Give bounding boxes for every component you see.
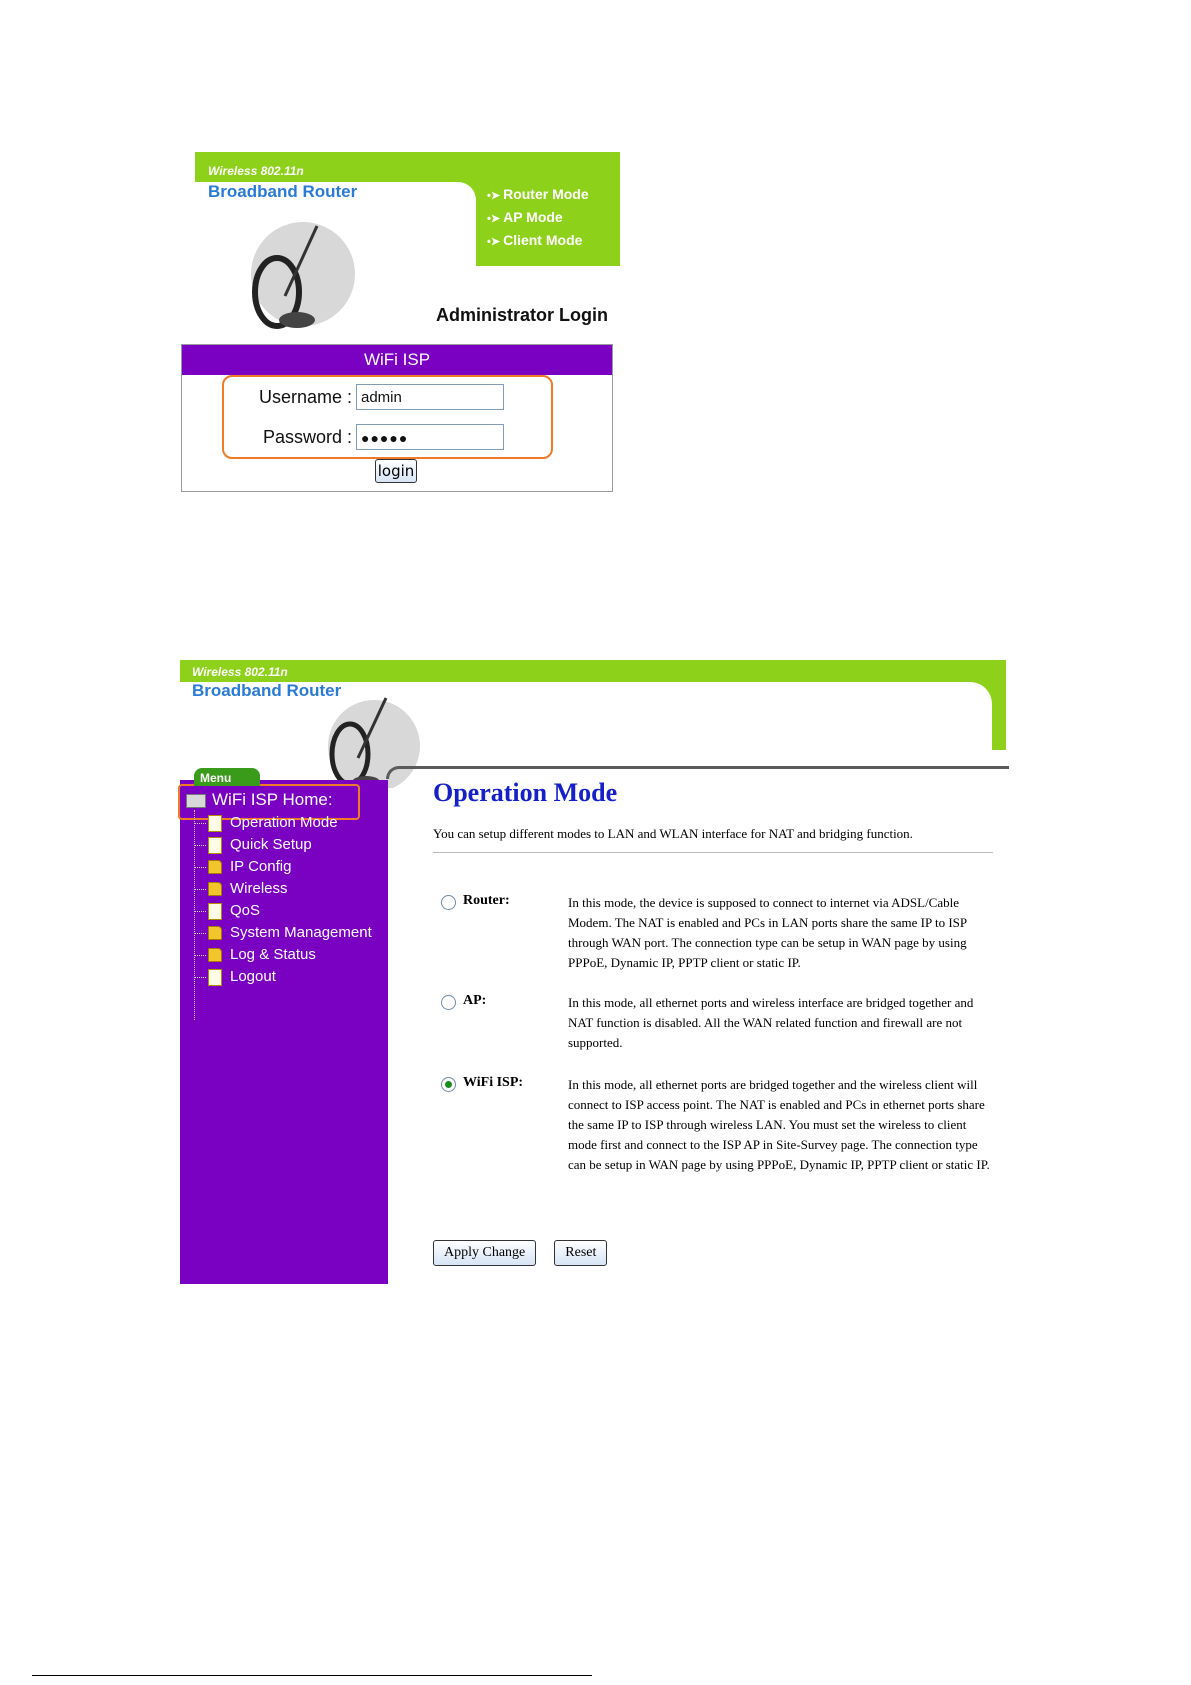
mode-links bbox=[487, 186, 589, 255]
ap-mode-link[interactable]: •➤ AP Mode bbox=[487, 209, 563, 225]
router-mode-link[interactable]: •➤ Router Mode bbox=[487, 186, 589, 202]
action-buttons bbox=[433, 1240, 621, 1266]
antenna-logo-icon bbox=[225, 212, 355, 329]
wifi-isp-label: WiFi ISP: bbox=[463, 1075, 524, 1090]
sidebar-item-quick-setup[interactable]: Quick Setup bbox=[194, 836, 312, 854]
sidebar-item-wireless[interactable]: Wireless bbox=[194, 880, 288, 897]
login-form-title: WiFi ISP bbox=[182, 345, 612, 375]
sidebar-item-logout[interactable]: Logout bbox=[194, 968, 276, 986]
page-icon bbox=[208, 815, 222, 832]
ap-radio[interactable] bbox=[441, 995, 456, 1010]
reset-button[interactable]: Reset bbox=[554, 1240, 607, 1266]
product-title: Broadband Router bbox=[192, 681, 342, 700]
folder-icon bbox=[208, 860, 222, 874]
sidebar-menu bbox=[180, 780, 388, 1284]
home-icon bbox=[186, 794, 206, 808]
username-input[interactable]: admin bbox=[356, 384, 504, 410]
page-description: You can setup different modes to LAN and WLAN interface for NAT and bridging function. bbox=[433, 826, 993, 853]
folder-icon bbox=[208, 948, 222, 962]
page-icon bbox=[208, 903, 222, 920]
apply-change-button[interactable]: Apply Change bbox=[433, 1240, 536, 1266]
operation-mode-panel bbox=[433, 778, 993, 1260]
folder-icon bbox=[208, 926, 222, 940]
sidebar-item-ip-config[interactable]: IP Config bbox=[194, 858, 291, 875]
folder-icon bbox=[208, 882, 222, 896]
highlight-annotation bbox=[222, 375, 553, 459]
ap-label: AP: bbox=[463, 993, 487, 1008]
page-title: Operation Mode bbox=[433, 778, 618, 807]
product-subtitle: Wireless 802.11n bbox=[208, 164, 304, 178]
login-header-banner bbox=[195, 152, 620, 329]
username-label: Username : bbox=[258, 387, 352, 407]
product-title: Broadband Router bbox=[208, 182, 358, 201]
router-description: In this mode, the device is supposed to connect to internet via ADSL/Cable Modem. The NAT is enabled and PCs in LAN ports share the same IP to ISP through WAN port. The connection type can be setup in WAN page by using PPPoE, Dynamic IP, PPTP client or static IP. bbox=[568, 895, 967, 970]
sidebar-item-system-management[interactable]: System Management bbox=[194, 924, 372, 941]
login-screenshot bbox=[195, 152, 620, 494]
ap-description: In this mode, all ethernet ports and wireless interface are bridged together and NAT function is disabled. All the WAN related function and firewall are not supported. bbox=[568, 995, 974, 1050]
footer-divider bbox=[32, 1675, 592, 1676]
client-mode-link[interactable]: •➤ Client Mode bbox=[487, 232, 583, 248]
product-subtitle: Wireless 802.11n bbox=[192, 665, 288, 679]
password-input[interactable]: ●●●●● bbox=[356, 424, 504, 450]
wifi-isp-description: In this mode, all ethernet ports are bridged together and the wireless client will connect to ISP access point. The NAT is enabled and PCs in ethernet ports share the same IP to ISP through wireless LAN. You must set the wireless to client mode first and connect to the ISP AP in Site-Survey page. The connection type can be setup in WAN page by using PPPoE, Dynamic IP, PPTP client or static IP. bbox=[568, 1077, 990, 1172]
password-label: Password : bbox=[262, 427, 352, 447]
page-icon bbox=[208, 969, 222, 986]
wifi-isp-radio[interactable] bbox=[441, 1077, 456, 1092]
menu-tab: Menu bbox=[194, 768, 260, 786]
administrator-login-heading: Administrator Login bbox=[436, 305, 608, 325]
login-form bbox=[181, 344, 613, 492]
page-icon bbox=[208, 837, 222, 854]
router-label: Router: bbox=[463, 893, 510, 908]
sidebar-home[interactable]: WiFi ISP Home: bbox=[186, 790, 333, 810]
router-radio[interactable] bbox=[441, 895, 456, 910]
sidebar-item-log-status[interactable]: Log & Status bbox=[194, 946, 316, 963]
operation-mode-screenshot bbox=[180, 660, 1006, 1284]
sidebar-item-operation-mode[interactable]: Operation Mode bbox=[194, 814, 338, 832]
login-button[interactable]: login bbox=[375, 459, 417, 483]
sidebar-item-qos[interactable]: QoS bbox=[194, 902, 260, 920]
